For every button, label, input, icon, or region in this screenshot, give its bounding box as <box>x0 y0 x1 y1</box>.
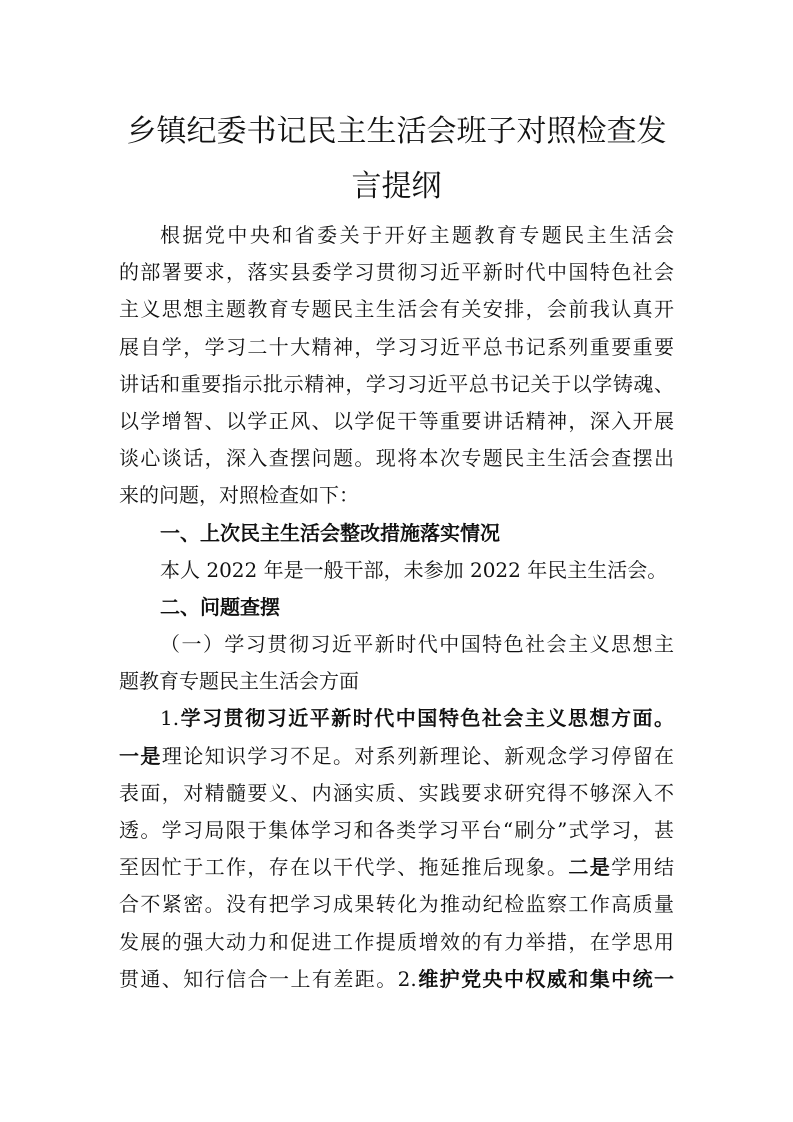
text-line <box>119 775 674 812</box>
text-line <box>119 552 674 589</box>
text-line <box>119 626 674 663</box>
text-line <box>119 700 674 737</box>
body-text: 来的问题，对照检查如下： <box>119 483 359 508</box>
body-text: 理论知识学习不足。对系列新理论、新观念学习停留在 <box>161 743 675 768</box>
document-title-line-2: 言提纲 <box>351 169 442 204</box>
bold-text: 学习贯彻习近平新时代中国特色社会主义思想方面。 <box>179 706 674 731</box>
bold-text: 维护党央中权威和集中统一 <box>416 966 675 991</box>
text-line <box>119 366 674 403</box>
bold-text: 一是 <box>119 743 162 768</box>
text-line <box>119 738 674 775</box>
body-text: 谈心谈话，深入查摆问题。现将本次专题民主生活会查摆出 <box>119 446 674 471</box>
body-text: 透。学习局限于集体学习和各类学习平台“刷分”式学习，甚 <box>119 818 674 842</box>
text-line <box>119 440 674 477</box>
text-line <box>119 403 674 440</box>
text-line <box>119 515 674 552</box>
section-heading: 一、上次民主生活会整改措施落实情况 <box>160 520 500 545</box>
text-line <box>119 329 674 366</box>
body-text: 至因忙于工作，存在以干代学、拖延推后现象。 <box>119 855 569 880</box>
body-text: 1. <box>160 706 180 731</box>
text-line <box>119 589 674 626</box>
text-line <box>119 291 674 328</box>
body-text: 的部署要求，落实县委学习贯彻习近平新时代中国特色社会 <box>119 260 674 285</box>
body-text: 发展的强大动力和促进工作提质增效的有力举措，在学思用 <box>119 929 674 954</box>
body-text: （一）学习贯彻习近平新时代中国特色社会主义思想主 <box>160 632 674 657</box>
body-text: 题教育专题民主生活会方面 <box>119 669 359 694</box>
document-body <box>119 217 674 998</box>
document-title-line-1: 乡镇纪委书记民主生活会班子对照检查发 <box>126 114 667 149</box>
section-heading: 二、问题查摆 <box>160 594 280 619</box>
text-line <box>119 217 674 254</box>
bold-text: 二是 <box>568 855 612 880</box>
text-line <box>119 254 674 291</box>
body-text: 展自学，学习二十大精神，学习习近平总书记系列重要重要 <box>119 334 674 359</box>
body-text: 合不紧密。没有把学习成果转化为推动纪检监察工作高质量 <box>119 892 674 917</box>
body-text: 以学增智、以学正风、以学促干等重要讲话精神，深入开展 <box>119 408 674 433</box>
body-text: 学用结 <box>611 855 675 880</box>
body-text: 主义思想主题教育专题民主生活会有关安排，会前我认真开 <box>119 297 674 322</box>
body-text: 贯通、知行信合一上有差距。2. <box>119 966 417 991</box>
body-text: 表面，对精髓要义、内涵实质、实践要求研究得不够深入不 <box>119 780 674 805</box>
text-line <box>119 886 674 923</box>
text-line <box>119 924 674 961</box>
text-line <box>119 961 674 998</box>
text-line <box>119 849 674 886</box>
body-text: 讲话和重要指示批示精神，学习习近平总书记关于以学铸魂、 <box>119 371 674 396</box>
body-text: 根据党中央和省委关于开好主题教育专题民主生活会 <box>160 223 674 247</box>
text-line <box>119 812 674 849</box>
body-text: 本人 2022 年是一般干部，未参加 2022 年民主生活会。 <box>160 557 668 582</box>
text-line <box>119 663 674 700</box>
text-line <box>119 477 674 514</box>
